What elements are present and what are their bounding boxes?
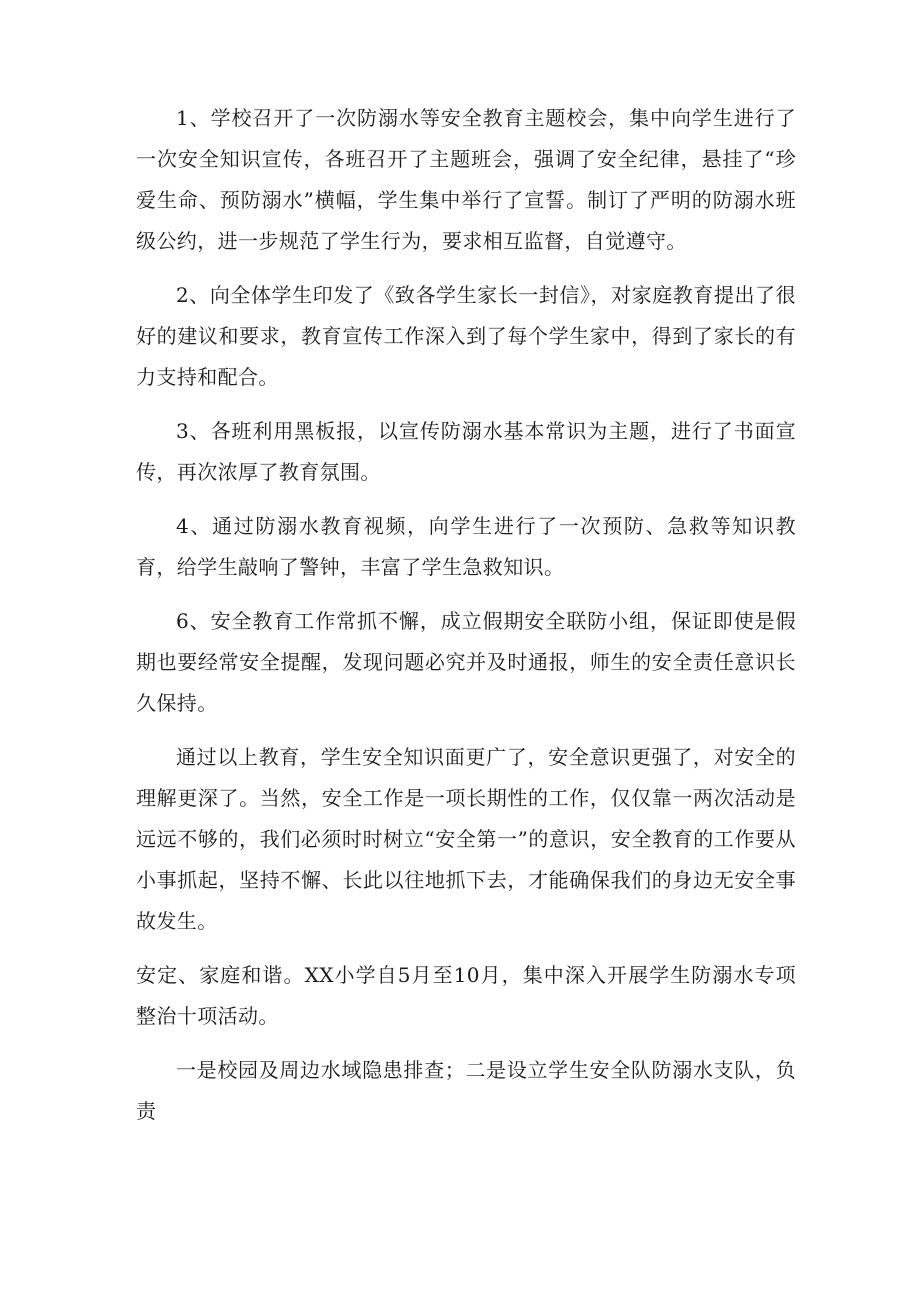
activity-paragraph: 一是校园及周边水域隐患排查；二是设立学生安全队防溺水支队，负责 — [136, 1058, 796, 1123]
document-body — [136, 98, 796, 1145]
paragraph-item-3: 3、各班利用黑板报，以宣传防溺水基本常识为主题，进行了书面宣传，再次浓厚了教育氛围。 — [136, 419, 796, 484]
paragraph-item-1: 1、学校召开了一次防溺水等安全教育主题校会，集中向学生进行了一次安全知识宣传，各班召开了主题班会，强调了安全纪律，悬挂了“珍爱生命、预防溺水”横幅，学生集中举行了宣誓。制订了严明的防溺水班级公约，进一步规范了学生行为，要求相互监督，自觉遵守。 — [136, 106, 796, 253]
continuation-paragraph: 安定、家庭和谐。XX小学自5月至10月，集中深入开展学生防溺水专项整治十项活动。 — [136, 963, 796, 1028]
paragraph-item-4: 4、通过防溺水教育视频，向学生进行了一次预防、急救等知识教育，给学生敲响了警钟，丰富了学生急救知识。 — [136, 514, 796, 579]
paragraph-item-6: 6、安全教育工作常抓不懈，成立假期安全联防小组，保证即使是假期也要经常安全提醒，发现问题必究并及时通报，师生的安全责任意识长久保持。 — [136, 609, 796, 715]
paragraph-item-2: 2、向全体学生印发了《致各学生家长一封信》，对家庭教育提出了很好的建议和要求，教育宣传工作深入到了每个学生家中，得到了家长的有力支持和配合。 — [136, 283, 796, 389]
summary-paragraph: 通过以上教育，学生安全知识面更广了，安全意识更强了，对安全的理解更深了。当然，安全工作是一项长期性的工作，仅仅靠一两次活动是远远不够的，我们必须时时树立“安全第一”的意识，安全教育的工作要从小事抓起，坚持不懈、长此以往地抓下去，才能确保我们的身边无安全事故发生。 — [136, 745, 796, 933]
